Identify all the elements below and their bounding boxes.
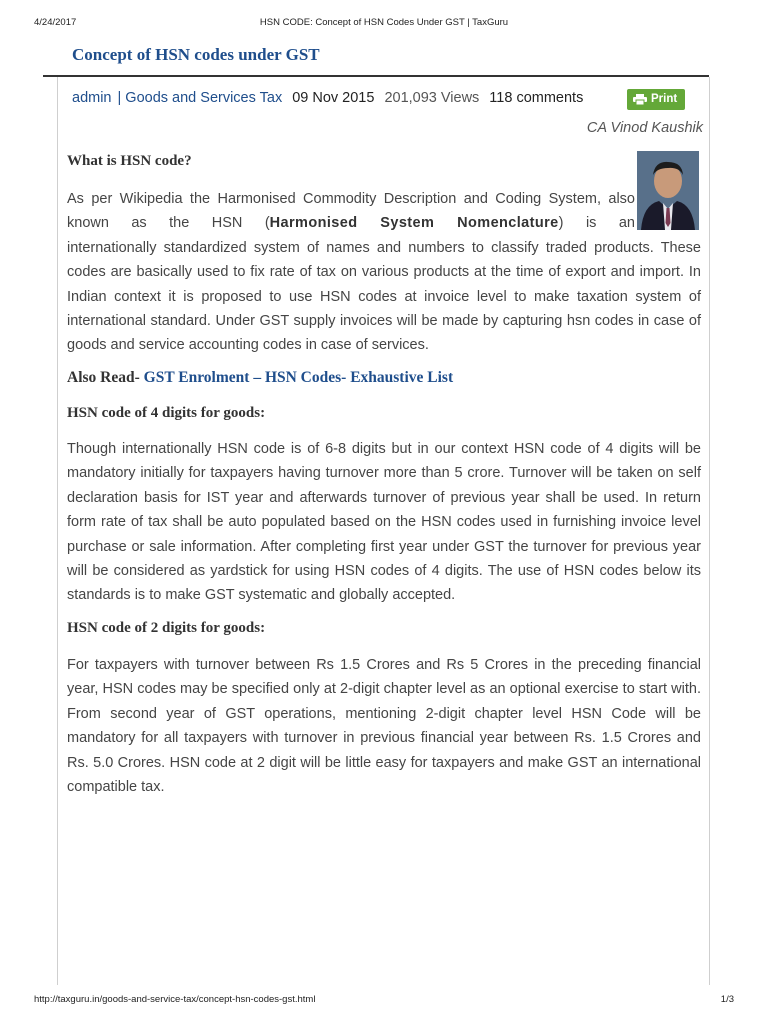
print-footer xyxy=(34,994,734,1008)
also-read-prefix: Also Read- xyxy=(67,369,144,386)
view-count: 201,093 Views xyxy=(384,90,480,106)
print-header xyxy=(34,17,734,31)
print-document-title: HSN CODE: Concept of HSN Codes Under GST | TaxGuru xyxy=(259,17,509,28)
hsn-full-form: Harmonised System Nomenclature xyxy=(269,215,559,232)
category-link[interactable]: | Goods and Services Tax xyxy=(117,90,283,106)
comments-link[interactable]: 118 comments xyxy=(489,90,584,106)
paragraph-four-digit: Though internationally HSN code is of 6-8 digits but in our context HSN code of 4 digits will be mandatory initially for taxpayers having turnover more than 5 crore. Turnover will be taken on self declaration basis for IST year and afterwards turnover of previous year shall be used. In return form rate of tax shall be auto populated based on the HSN codes used in furnishing invoice level purchase or sale information. After completing first year under GST the turnover for previous year will be considered as yardstick for using HSN codes of 4 digits. The use of HSN codes below its standards is to make GST systematic and globally accepted. xyxy=(67,441,701,604)
what-is-hsn-narrow-lines xyxy=(67,187,635,236)
printer-icon xyxy=(633,94,647,105)
also-read-link[interactable]: GST Enrolment – HSN Codes- Exhaustive List xyxy=(143,369,454,386)
heading-what-is-hsn: What is HSN code? xyxy=(67,153,192,169)
print-date: 4/24/2017 xyxy=(34,17,77,28)
also-read xyxy=(67,369,453,387)
what-is-hsn-text-end: internationally standardized system of names and numbers to classify traded products. These codes are basically used to fix rate of tax on various products at the time of export and import. In Indian context it is proposed to use HSN codes at invoice level to make taxation system of international standard. Under GST supply invoices will be made by capturing hsn codes in case of goods and service accounting codes in case of services. xyxy=(67,239,701,354)
publish-date: 09 Nov 2015 xyxy=(292,90,375,106)
page-number: 1/3 xyxy=(720,994,734,1005)
heading-four-digit: HSN code of 4 digits for goods: xyxy=(67,405,266,421)
what-is-hsn-text-mid: ) is an xyxy=(558,215,635,232)
content-left-border xyxy=(57,77,58,985)
paragraph-two-digit: For taxpayers with turnover between Rs 1.5 Crores and Rs 5 Crores in the preceding financial year, HSN codes may be specified only at 2-digit chapter level as an optional exercise to start with. From second year of GST operations, mentioning 2-digit chapter level HSN Code will be mandatory for all taxpayers with turnover in previous financial year between Rs. 1.5 Crores and Rs. 5.0 Crores. HSN code at 2 digit will be little easy for taxpayers and make GST an international compatible tax. xyxy=(67,657,701,796)
paragraph-what-is-hsn xyxy=(67,187,701,358)
page-url: http://taxguru.in/goods-and-service-tax/concept-hsn-codes-gst.html xyxy=(34,994,316,1005)
content-right-border xyxy=(709,77,710,985)
print-button[interactable] xyxy=(627,89,685,110)
heading-two-digit: HSN code of 2 digits for goods: xyxy=(67,620,266,636)
what-is-hsn-text-start: As per Wikipedia the Harmonised Commodity Description and Coding System, also known as the HSN ( xyxy=(67,191,635,232)
print-button-label: Print xyxy=(651,93,678,105)
title-divider xyxy=(43,75,709,77)
article-title[interactable]: Concept of HSN codes under GST xyxy=(72,45,320,64)
article-meta xyxy=(72,90,712,112)
article-byline: CA Vinod Kaushik xyxy=(586,120,703,136)
author-link[interactable]: admin xyxy=(72,90,112,106)
